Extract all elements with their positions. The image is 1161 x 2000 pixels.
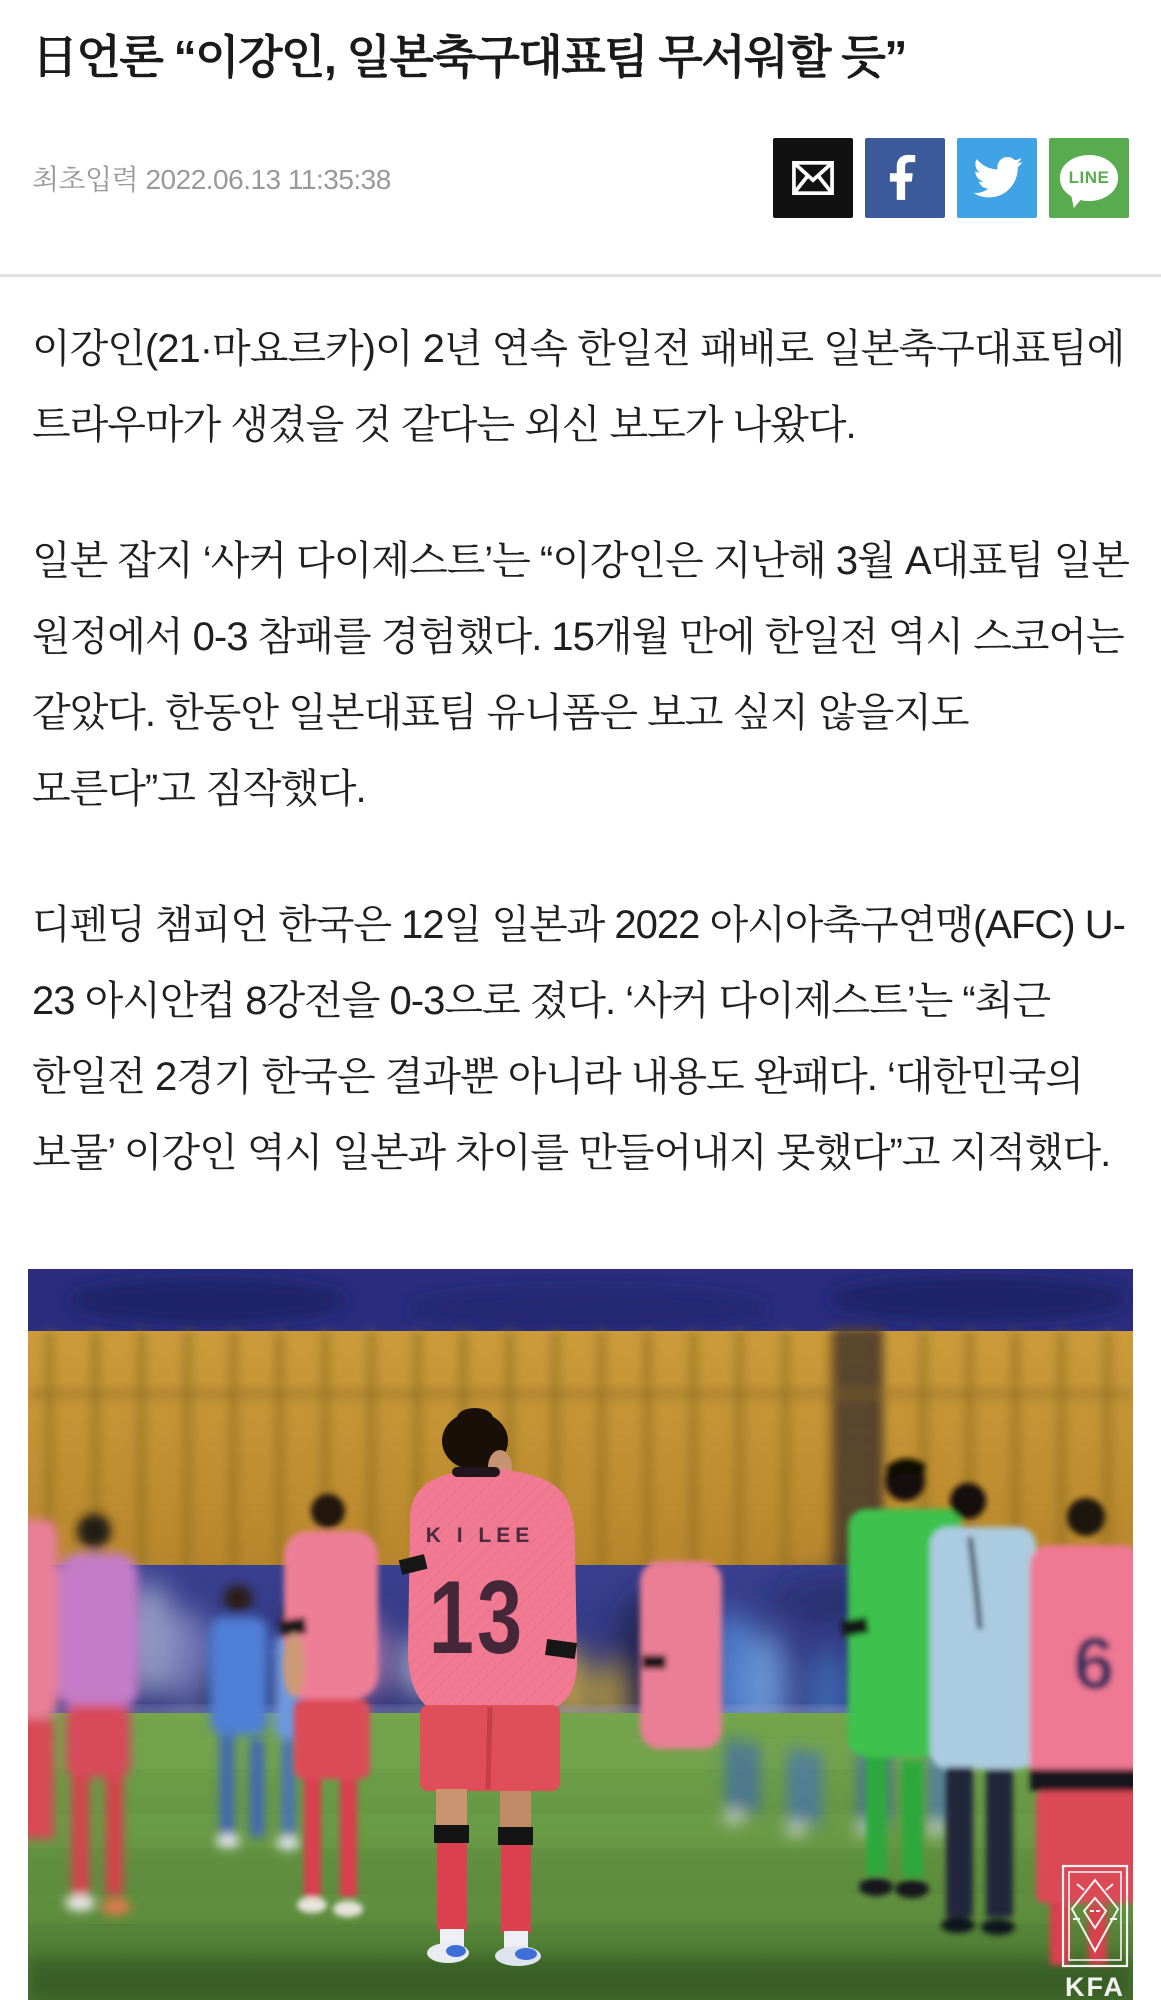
twitter-icon: [970, 151, 1024, 205]
article-header: [0, 30, 1161, 218]
line-icon: [1060, 155, 1118, 201]
jersey-name-text: K I LEE: [425, 1524, 535, 1547]
article-paragraph-3: 디펜딩 챔피언 한국은 12일 일본과 2022 아시아축구연맹(AFC) U-23 아시안컵 8강전을 0-3으로 졌다. ‘사커 다이제스트’는 “최근 한일전 2경기 한국은 결과뿐 아니라 내용도 완패다. ‘대한민국의 보물’ 이강인 역시 일본과 차이를 만들어내지 못했다”고 지적했다.: [32, 903, 1125, 1176]
page-title: 日언론 “이강인, 일본축구대표팀 무서워할 듯”: [32, 31, 906, 83]
article-paragraph-2: 일본 잡지 ‘사커 다이제스트’는 “이강인은 지난해 3월 A대표팀 일본 원정에서 0-3 참패를 경험했다. 15개월 만에 한일전 역시 스코어는 같았다. 한동안 일본대표팀 유니폼은 보고 싶지 않을지도 모른다”고 짐작했다.: [32, 539, 1129, 812]
share-facebook-button[interactable]: [865, 138, 945, 218]
email-icon: [787, 152, 839, 204]
line-icon-label: LINE: [1068, 168, 1110, 188]
first-published-timestamp: [32, 158, 391, 198]
match-photo-scene: [28, 1269, 1133, 2000]
article-paragraph-1: 이강인(21·마요르카)이 2년 연속 한일전 패배로 일본축구대표팀에 트라우마가 생겼을 것 같다는 외신 보도가 나왔다.: [32, 327, 1125, 448]
share-button-group: [773, 138, 1129, 218]
share-line-button[interactable]: [1049, 138, 1129, 218]
meta-row: [32, 138, 1129, 218]
right-player-number-text: 6: [1073, 1622, 1115, 1705]
article-photo: [28, 1269, 1133, 2000]
facebook-icon: [879, 152, 931, 204]
jersey-number-text: 13: [428, 1559, 526, 1676]
kfa-watermark-text: KFA: [1065, 1972, 1125, 2000]
article-body: [0, 311, 1161, 1191]
header-divider: [0, 274, 1161, 277]
timestamp-label: 최초입력: [32, 164, 139, 196]
timestamp-value: 2022.06.13 11:35:38: [145, 164, 391, 196]
share-twitter-button[interactable]: [957, 138, 1037, 218]
share-email-button[interactable]: [773, 138, 853, 218]
